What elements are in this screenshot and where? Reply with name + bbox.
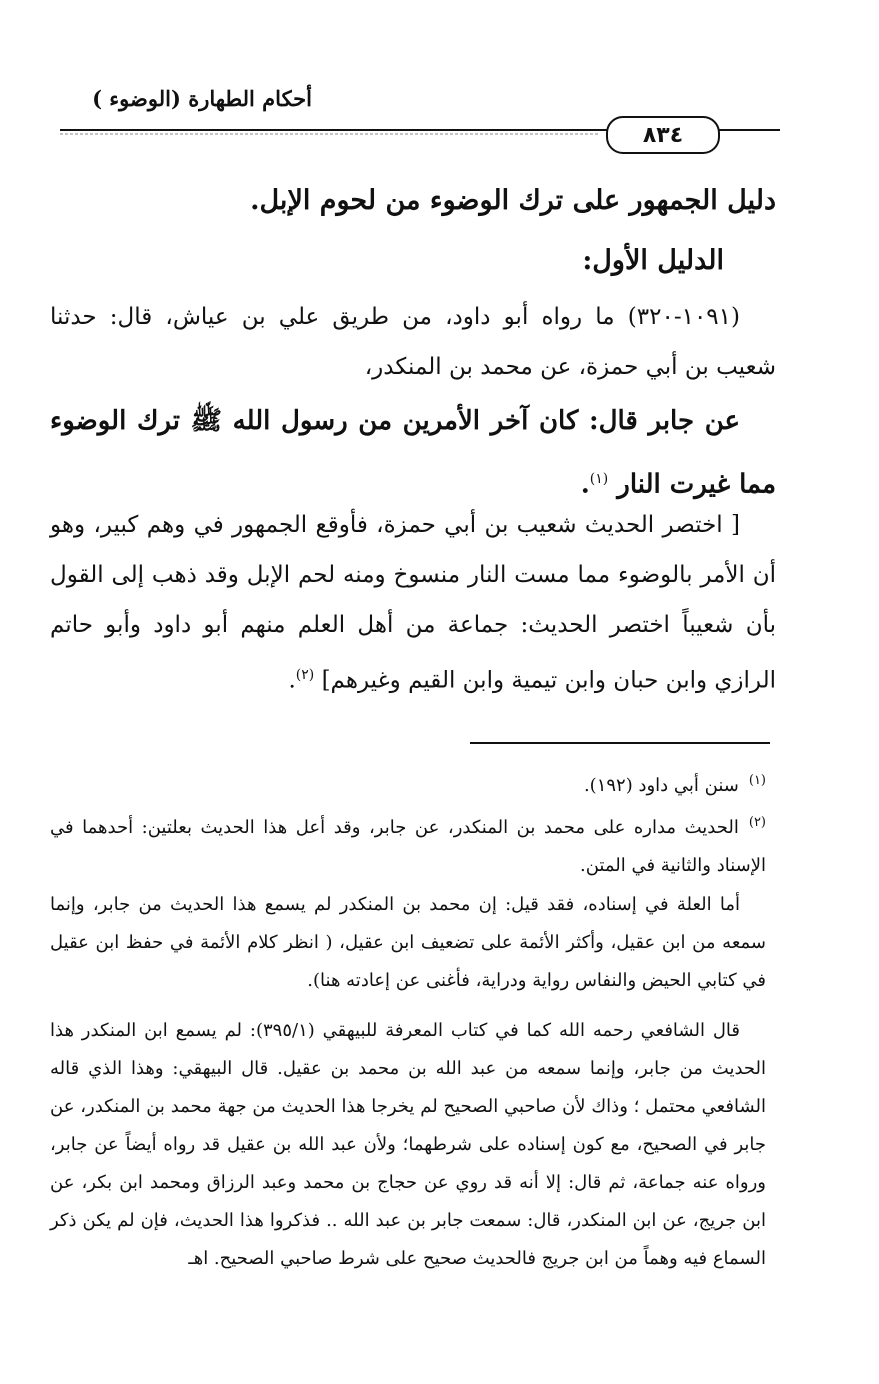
footnote-2-text: الحديث مداره على محمد بن المنكدر، عن جابر، وقد أعل هذا الحديث بعلتين: أحدهما في الإسناد والثانية في المتن. <box>50 817 766 876</box>
section-subheading: الدليل الأول: <box>582 245 724 276</box>
footnote-2 <box>50 804 766 885</box>
footnote-2-marker: (٢) <box>748 815 766 830</box>
hadith-text: عن جابر قال: كان آخر الأمرين من رسول الله ﷺ ترك الوضوء مما غيرت النار <box>50 406 776 500</box>
footnote-ref-2: (٢) <box>295 667 315 683</box>
hadith-end: . <box>580 469 590 500</box>
footnote-2-paragraph-3: قال الشافعي رحمه الله كما في كتاب المعرفة للبيهقي (٣٩٥/١): لم يسمع ابن المنكدر هذا الحديث من جابر، وإنما سمعه من عبد الله بن محمد بن عقيل. قال البيهقي: وهذا الذي قاله الشافعي محتمل ؛ وذاك لأن صاحبي الصحيح لم يخرجا هذا الحديث من جهة محمد بن المنكدر، عن جابر في الصحيح، مع كون إسناده على شرطهما؛ ولأن عبد الله بن عقيل قد رواه أيضاً عن جابر، ورواه عنه جماعة، ثم قال: إلا أنه قد روي عن حجاج بن محمد وعبد الرزاق ومحمد ابن بكر، عن ابن جريج، عن ابن المنكدر، قال: سمعت جابر بن عبد الله .. فذكروا هذا الحديث، فإن لم يكن ذكر السماع فيه وهماً من ابن جريج فالحديث صحيح على شرط صاحبي الصحيح. اهـ <box>50 1020 766 1269</box>
commentary-end: . <box>288 667 296 694</box>
hadith-chain: (١٠٩١-٣٢٠) ما رواه أبو داود، من طريق علي بن عياش، قال: حدثنا شعيب بن أبي حمزة، عن محمد بن المنكدر، <box>50 304 776 380</box>
section-heading: دليل الجمهور على ترك الوضوء من لحوم الإبل. <box>250 185 776 216</box>
commentary-block <box>50 500 776 706</box>
footnote-ref-1: (١) <box>589 471 609 487</box>
commentary-text: [ اختصر الحديث شعيب بن أبي حمزة، فأوقع الجمهور في وهم كبير، وهو أن الأمر بالوضوء مما مست النار منسوخ ومنه لحم الإبل وقد ذهب إلى القول بأن شعيباً اختصر الحديث: جماعة من أهل العلم منهم أبو داود وأبو حاتم الرازي وابن حبان وابن تيمية وابن القيم وغيرهم] <box>50 512 776 694</box>
running-title: أحكام الطهارة (الوضوء ) <box>92 86 312 111</box>
footnote-1-marker: (١) <box>748 773 766 788</box>
hadith-text-block <box>50 392 776 514</box>
page-number: ٨٣٤ <box>606 116 720 154</box>
footnote-separator <box>470 742 770 744</box>
footnote-2-paragraph-2: أما العلة في إسناده، فقد قيل: إن محمد بن المنكدر لم يسمع هذا الحديث من جابر، وإنما سمعه من ابن عقيل، وأكثر الأئمة على تضعيف ابن عقيل، ( انظر كلام الأئمة في حفظ ابن عقيل في كتابي الحيض والنفاس رواية ودراية، فأغنى عن إعادته هنا). <box>50 894 766 991</box>
footnote-1-text: سنن أبي داود (١٩٢). <box>583 775 739 796</box>
footnote-1 <box>50 762 766 805</box>
